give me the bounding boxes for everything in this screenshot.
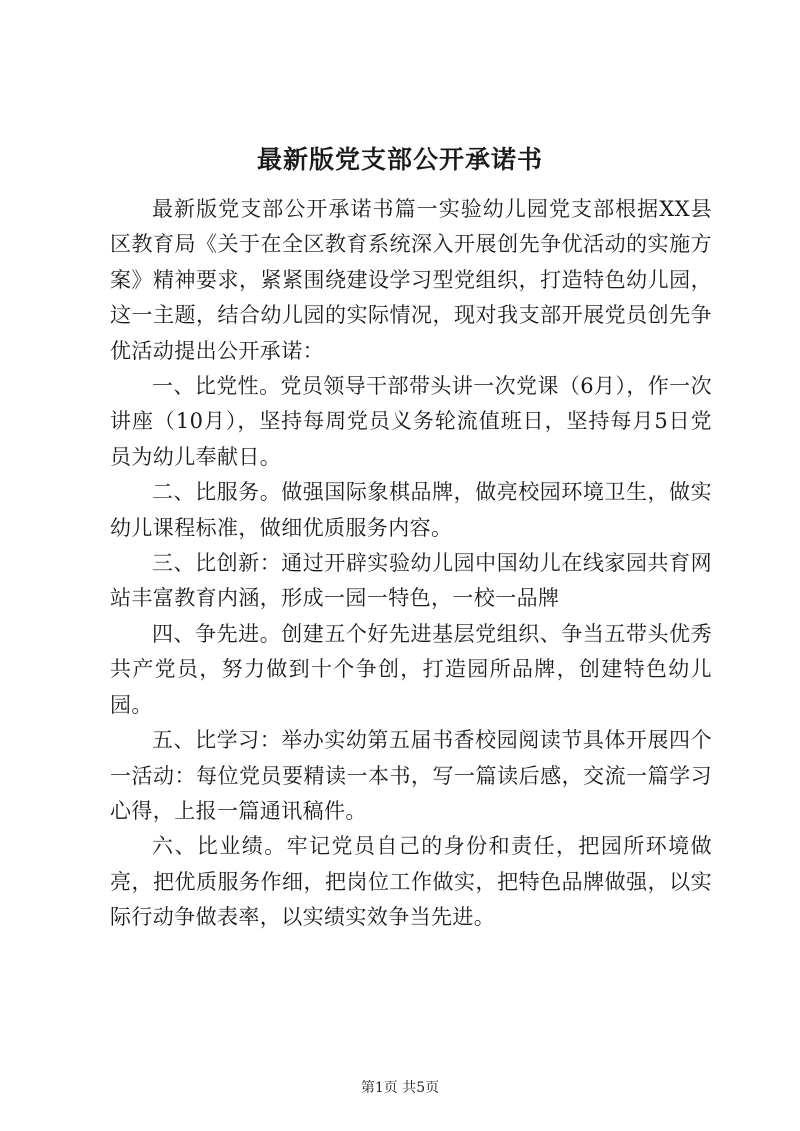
page-footer: 第1页 共5页 [360, 1080, 440, 1096]
paragraph-item-3: 三、比创新：通过开辟实验幼儿园中国幼儿在线家园共育网站丰富教育内涵，形成一园一特色，一校一品牌 [110, 551, 712, 611]
paragraph-item-2: 二、比服务。做强国际象棋品牌，做亮校园环境卫生，做实幼儿课程标准，做细优质服务内容。 [110, 480, 712, 540]
paragraph-item-5: 五、比学习：举办实幼第五届书香校园阅读节具体开展四个一活动：每位党员要精读一本书，写一篇读后感，交流一篇学习心得，上报一篇通讯稿件。 [110, 728, 712, 823]
paragraph-item-6: 六、比业绩。牢记党员自己的身份和责任，把园所环境做亮，把优质服务作细，把岗位工作做实，把特色品牌做强，以实际行动争做表率，以实绩实效争当先进。 [110, 834, 712, 930]
paragraph-item-1: 一、比党性。党员领导干部带头讲一次党课（6月），作一次讲座（10月），坚持每周党员义务轮流值班日，坚持每月5日党员为幼儿奉献日。 [110, 374, 712, 469]
paragraph-item-4: 四、争先进。创建五个好先进基层党组织、争当五带头优秀共产党员，努力做到十个争创，打造园所品牌，创建特色幼儿园。 [110, 621, 712, 717]
document-body [110, 192, 712, 936]
document-title: 最新版党支部公开承诺书 [256, 145, 543, 174]
paragraph-intro: 最新版党支部公开承诺书篇一实验幼儿园党支部根据XX县区教育局《关于在全区教育系统深入开展创先争优活动的实施方案》精神要求，紧紧围绕建设学习型党组织，打造特色幼儿园，这一主题，结合幼儿园的实际情况，现对我支部开展党员创先争优活动提出公开承诺： [110, 197, 712, 363]
